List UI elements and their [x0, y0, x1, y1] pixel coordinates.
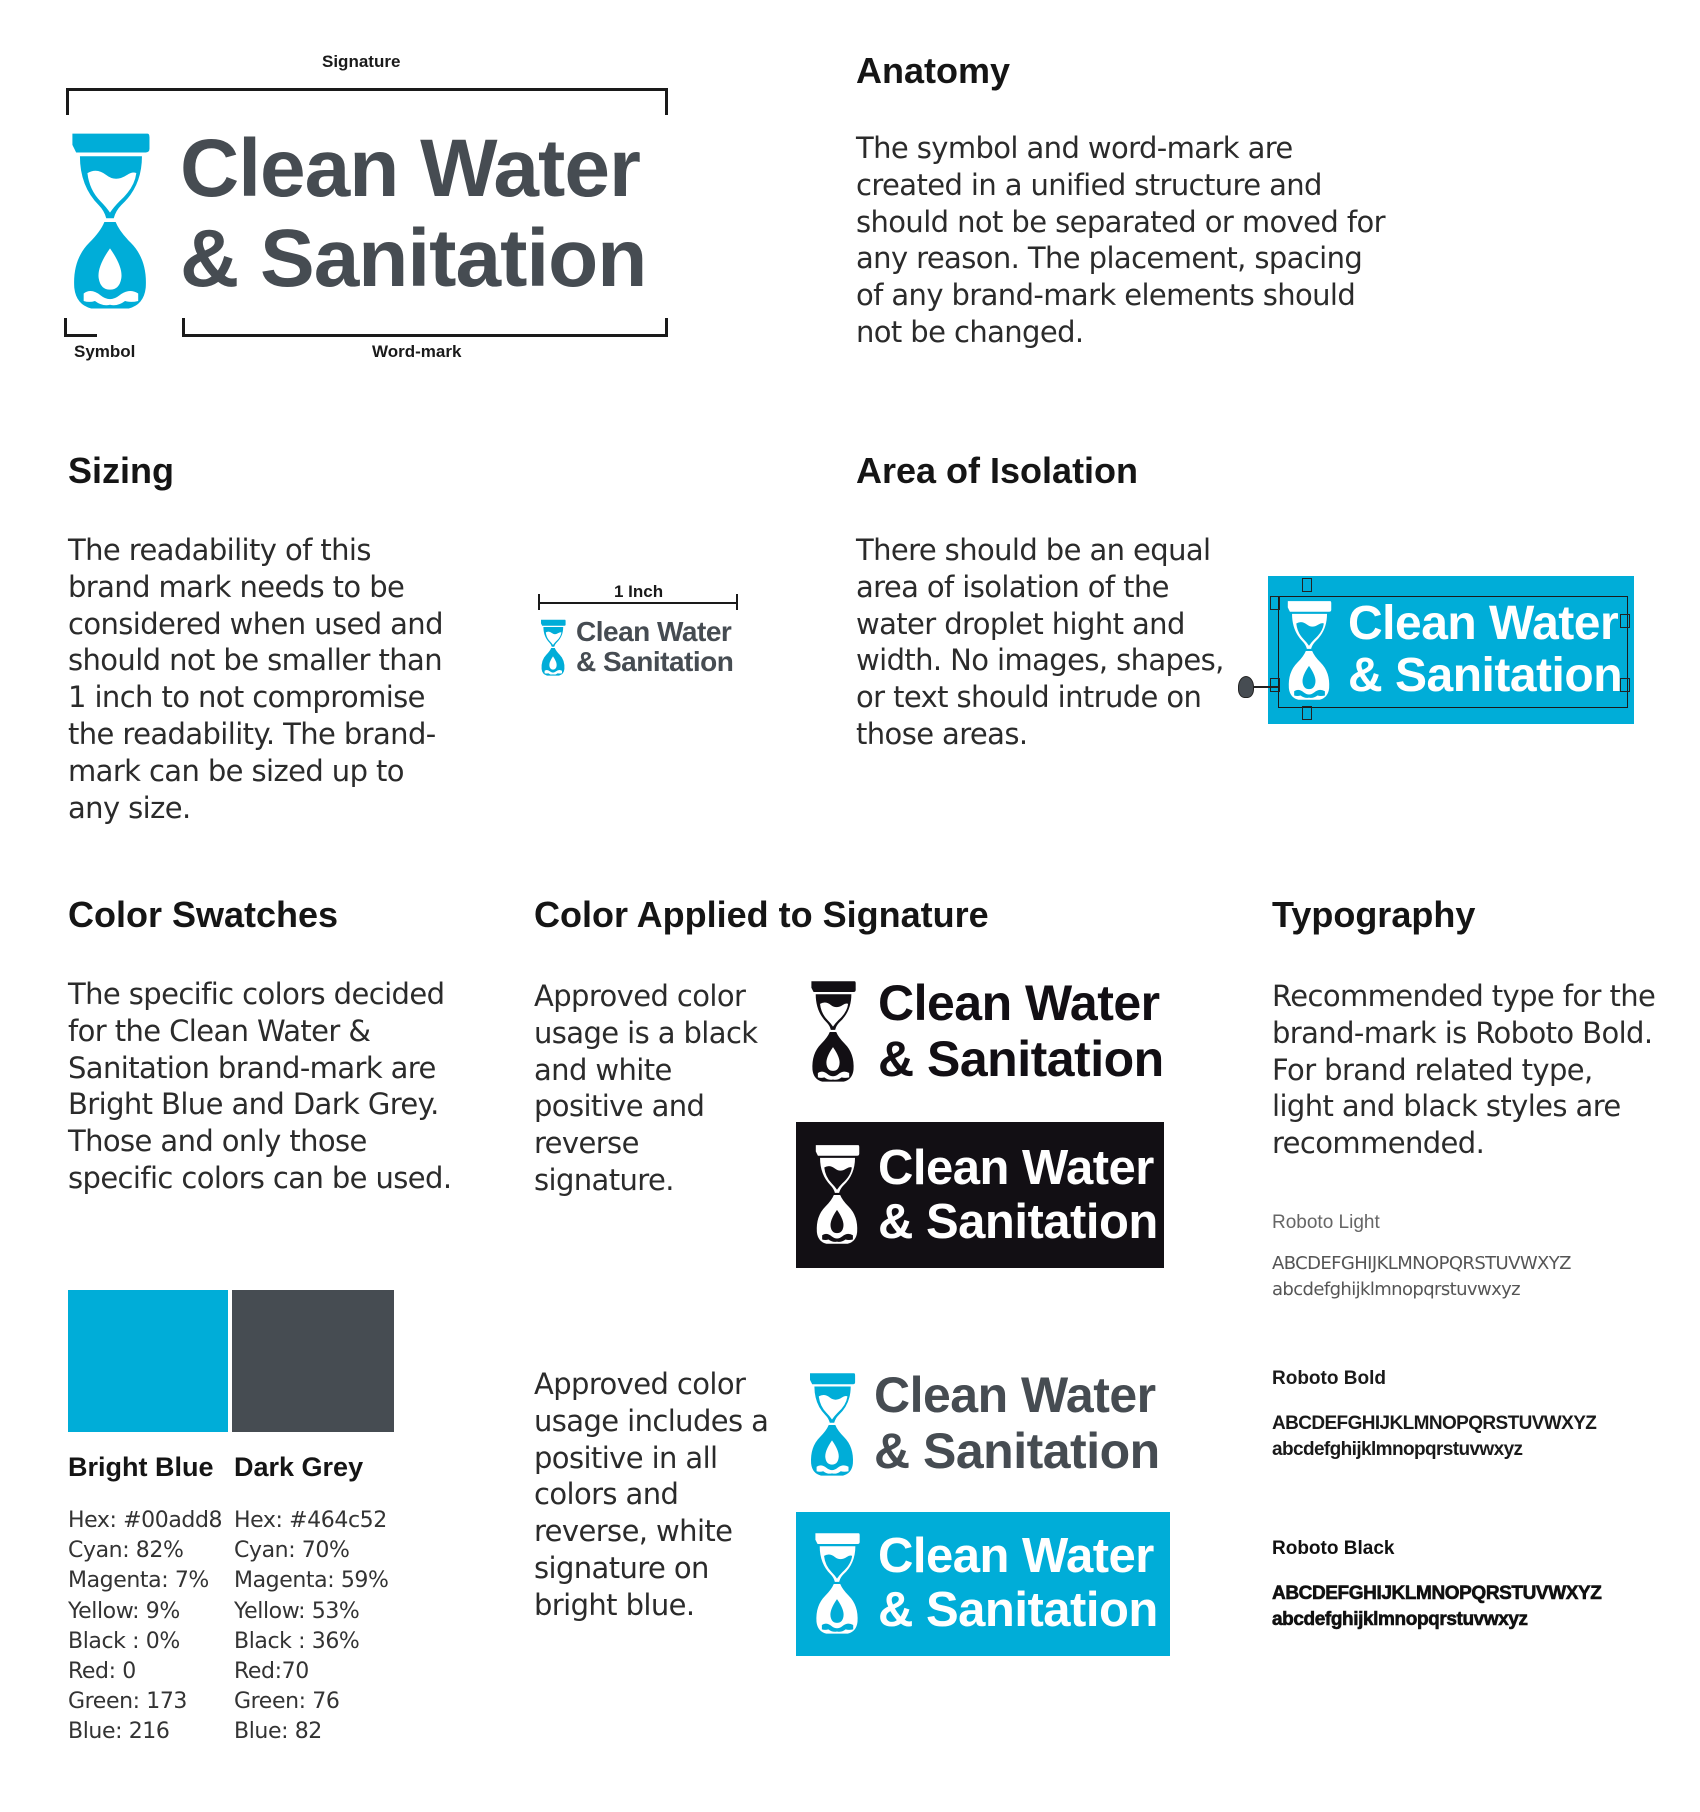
wordmark-line2: & Sanitation	[874, 1423, 1160, 1479]
ruler-tick-left	[538, 594, 540, 610]
type-style-name-black: Roboto Black	[1272, 1538, 1395, 1559]
type-style-name-bold: Roboto Bold	[1272, 1368, 1386, 1389]
swatch-value: Red:70	[234, 1659, 309, 1685]
typography-heading: Typography	[1272, 894, 1476, 935]
swatch-value: Cyan: 82%	[68, 1538, 184, 1564]
wordmark-line1: Clean Water	[180, 123, 640, 214]
type-upper: ABCDEFGHIJKLMNOPQRSTUVWXYZ	[1272, 1413, 1597, 1434]
swatches-text: The specific colors decided for the Clean Water & Sanitation brand-mark are Bright Blue and Dark Grey. Those and only those specific colors can be used.	[68, 977, 452, 1195]
swatch-value: Blue: 82	[234, 1719, 322, 1745]
isolation-handle	[1270, 596, 1280, 610]
type-lower: abcdefghijklmnopqrstuvwxyz	[1272, 1439, 1523, 1460]
swatch-value: Hex: #00add8	[68, 1508, 223, 1533]
type-style-name-light: Roboto Light	[1272, 1212, 1380, 1233]
swatch-value: Yellow: 9%	[68, 1598, 180, 1624]
swatch-dark-grey	[232, 1290, 394, 1432]
wordmark-bracket	[182, 318, 668, 337]
type-upper: ABCDEFGHIJKLMNOPQRSTUVWXYZ	[1272, 1253, 1571, 1274]
swatch-value: Red: 0	[68, 1659, 136, 1685]
swatch-values-bright-blue	[68, 1506, 222, 1748]
swatch-value: Blue: 216	[68, 1719, 170, 1745]
type-upper: ABCDEFGHIJKLMNOPQRSTUVWXYZ	[1272, 1583, 1602, 1604]
type-sample-black	[1272, 1580, 1602, 1632]
typography-text: Recommended type for the brand-mark is Roboto Bold. For brand related type, light and black styles are recommended.	[1272, 979, 1656, 1161]
logo-black-positive	[800, 976, 1170, 1086]
ruler-tick-right	[736, 594, 738, 610]
wordmark-label: Word-mark	[372, 342, 462, 361]
ruler-line	[538, 602, 738, 604]
isolation-heading: Area of Isolation	[856, 450, 1139, 491]
applied-text-2: Approved color usage includes a positive in all colors and reverse, white signature on bright blue.	[534, 1367, 769, 1622]
swatch-name-bright-blue: Bright Blue	[68, 1452, 214, 1482]
wordmark-line2: & Sanitation	[180, 213, 647, 304]
type-lower: abcdefghijklmnopqrstuvwxyz	[1272, 1279, 1521, 1300]
applied-heading: Color Applied to Signature	[534, 894, 989, 935]
wordmark-line1: Clean Water	[576, 616, 732, 647]
swatch-value: Green: 173	[68, 1689, 188, 1715]
hourglass-drop-icon	[806, 978, 860, 1086]
logo-color-positive	[800, 1366, 1170, 1482]
swatch-value: Magenta: 7%	[68, 1568, 209, 1594]
wordmark-line2: & Sanitation	[1348, 649, 1623, 702]
type-sample-light	[1272, 1250, 1571, 1302]
hourglass-drop-icon	[1282, 598, 1336, 704]
swatch-value: Hex: #464c52	[234, 1508, 387, 1533]
symbol-bracket	[64, 318, 97, 337]
isolation-handle	[1270, 678, 1280, 692]
swatches-heading: Color Swatches	[68, 894, 339, 935]
type-sample-bold	[1272, 1410, 1596, 1462]
wordmark-line1: Clean Water	[874, 1367, 1156, 1423]
hourglass-drop-icon	[804, 1370, 860, 1480]
type-lower: abcdefghijklmnopqrstuvwxyz	[1272, 1609, 1528, 1630]
isolation-handle	[1620, 678, 1630, 692]
swatch-value: Black : 36%	[234, 1628, 360, 1654]
isolation-handle	[1302, 706, 1312, 720]
wordmark-line2: & Sanitation	[878, 1031, 1164, 1087]
sizing-text: The readability of this brand mark needs to be considered when used and should not be smaller than 1 inch to not compromise the readability. The brand-mark can be sized up to any size.	[68, 533, 443, 825]
applied-text-1: Approved color usage is a black and white positive and reverse signature.	[534, 979, 758, 1197]
ruler-label: 1 Inch	[614, 582, 664, 601]
swatch-value: Yellow: 53%	[234, 1598, 360, 1624]
hourglass-drop-icon	[810, 1530, 864, 1638]
isolation-connector	[1254, 686, 1278, 688]
swatch-value: Green: 76	[234, 1689, 340, 1715]
symbol-label: Symbol	[74, 342, 136, 361]
hourglass-drop-icon	[62, 128, 158, 316]
swatch-values-dark-grey	[234, 1506, 389, 1748]
wordmark-line1: Clean Water	[878, 1141, 1154, 1195]
isolation-text: There should be an equal area of isolation of the water droplet hight and width. No images, shapes, or text should intrude on those areas.	[856, 533, 1224, 751]
wordmark-line1: Clean Water	[1348, 597, 1619, 650]
wordmark-line2: & Sanitation	[878, 1583, 1158, 1637]
signature-label: Signature	[322, 52, 401, 71]
isolation-handle	[1620, 614, 1630, 628]
sizing-logo	[538, 616, 748, 680]
sizing-ruler	[538, 580, 740, 610]
drop-spacer-icon	[1238, 676, 1254, 698]
logo-black-reverse	[796, 1122, 1164, 1268]
signature-logo	[62, 122, 672, 322]
isolation-example	[1268, 576, 1634, 724]
swatch-value: Cyan: 70%	[234, 1538, 350, 1564]
swatch-value: Magenta: 59%	[234, 1568, 389, 1594]
swatch-bright-blue	[68, 1290, 228, 1432]
wordmark-line1: Clean Water	[878, 975, 1160, 1031]
swatch-name-dark-grey: Dark Grey	[234, 1452, 364, 1482]
anatomy-text: The symbol and word-mark are created in a unified structure and should not be separated or moved for any reason. The placement, spacing of any brand-mark elements should not be changed.	[856, 131, 1385, 349]
wordmark-line2: & Sanitation	[878, 1195, 1158, 1249]
swatch-value: Black : 0%	[68, 1628, 180, 1654]
hourglass-drop-icon	[810, 1142, 864, 1248]
hourglass-drop-icon	[538, 618, 568, 678]
wordmark-line1: Clean Water	[878, 1529, 1154, 1583]
anatomy-heading: Anatomy	[856, 50, 1011, 91]
wordmark-line2: & Sanitation	[576, 646, 734, 677]
logo-blue-reverse	[796, 1512, 1170, 1656]
isolation-handle	[1302, 578, 1312, 592]
sizing-heading: Sizing	[68, 450, 174, 491]
signature-bracket	[66, 88, 668, 115]
